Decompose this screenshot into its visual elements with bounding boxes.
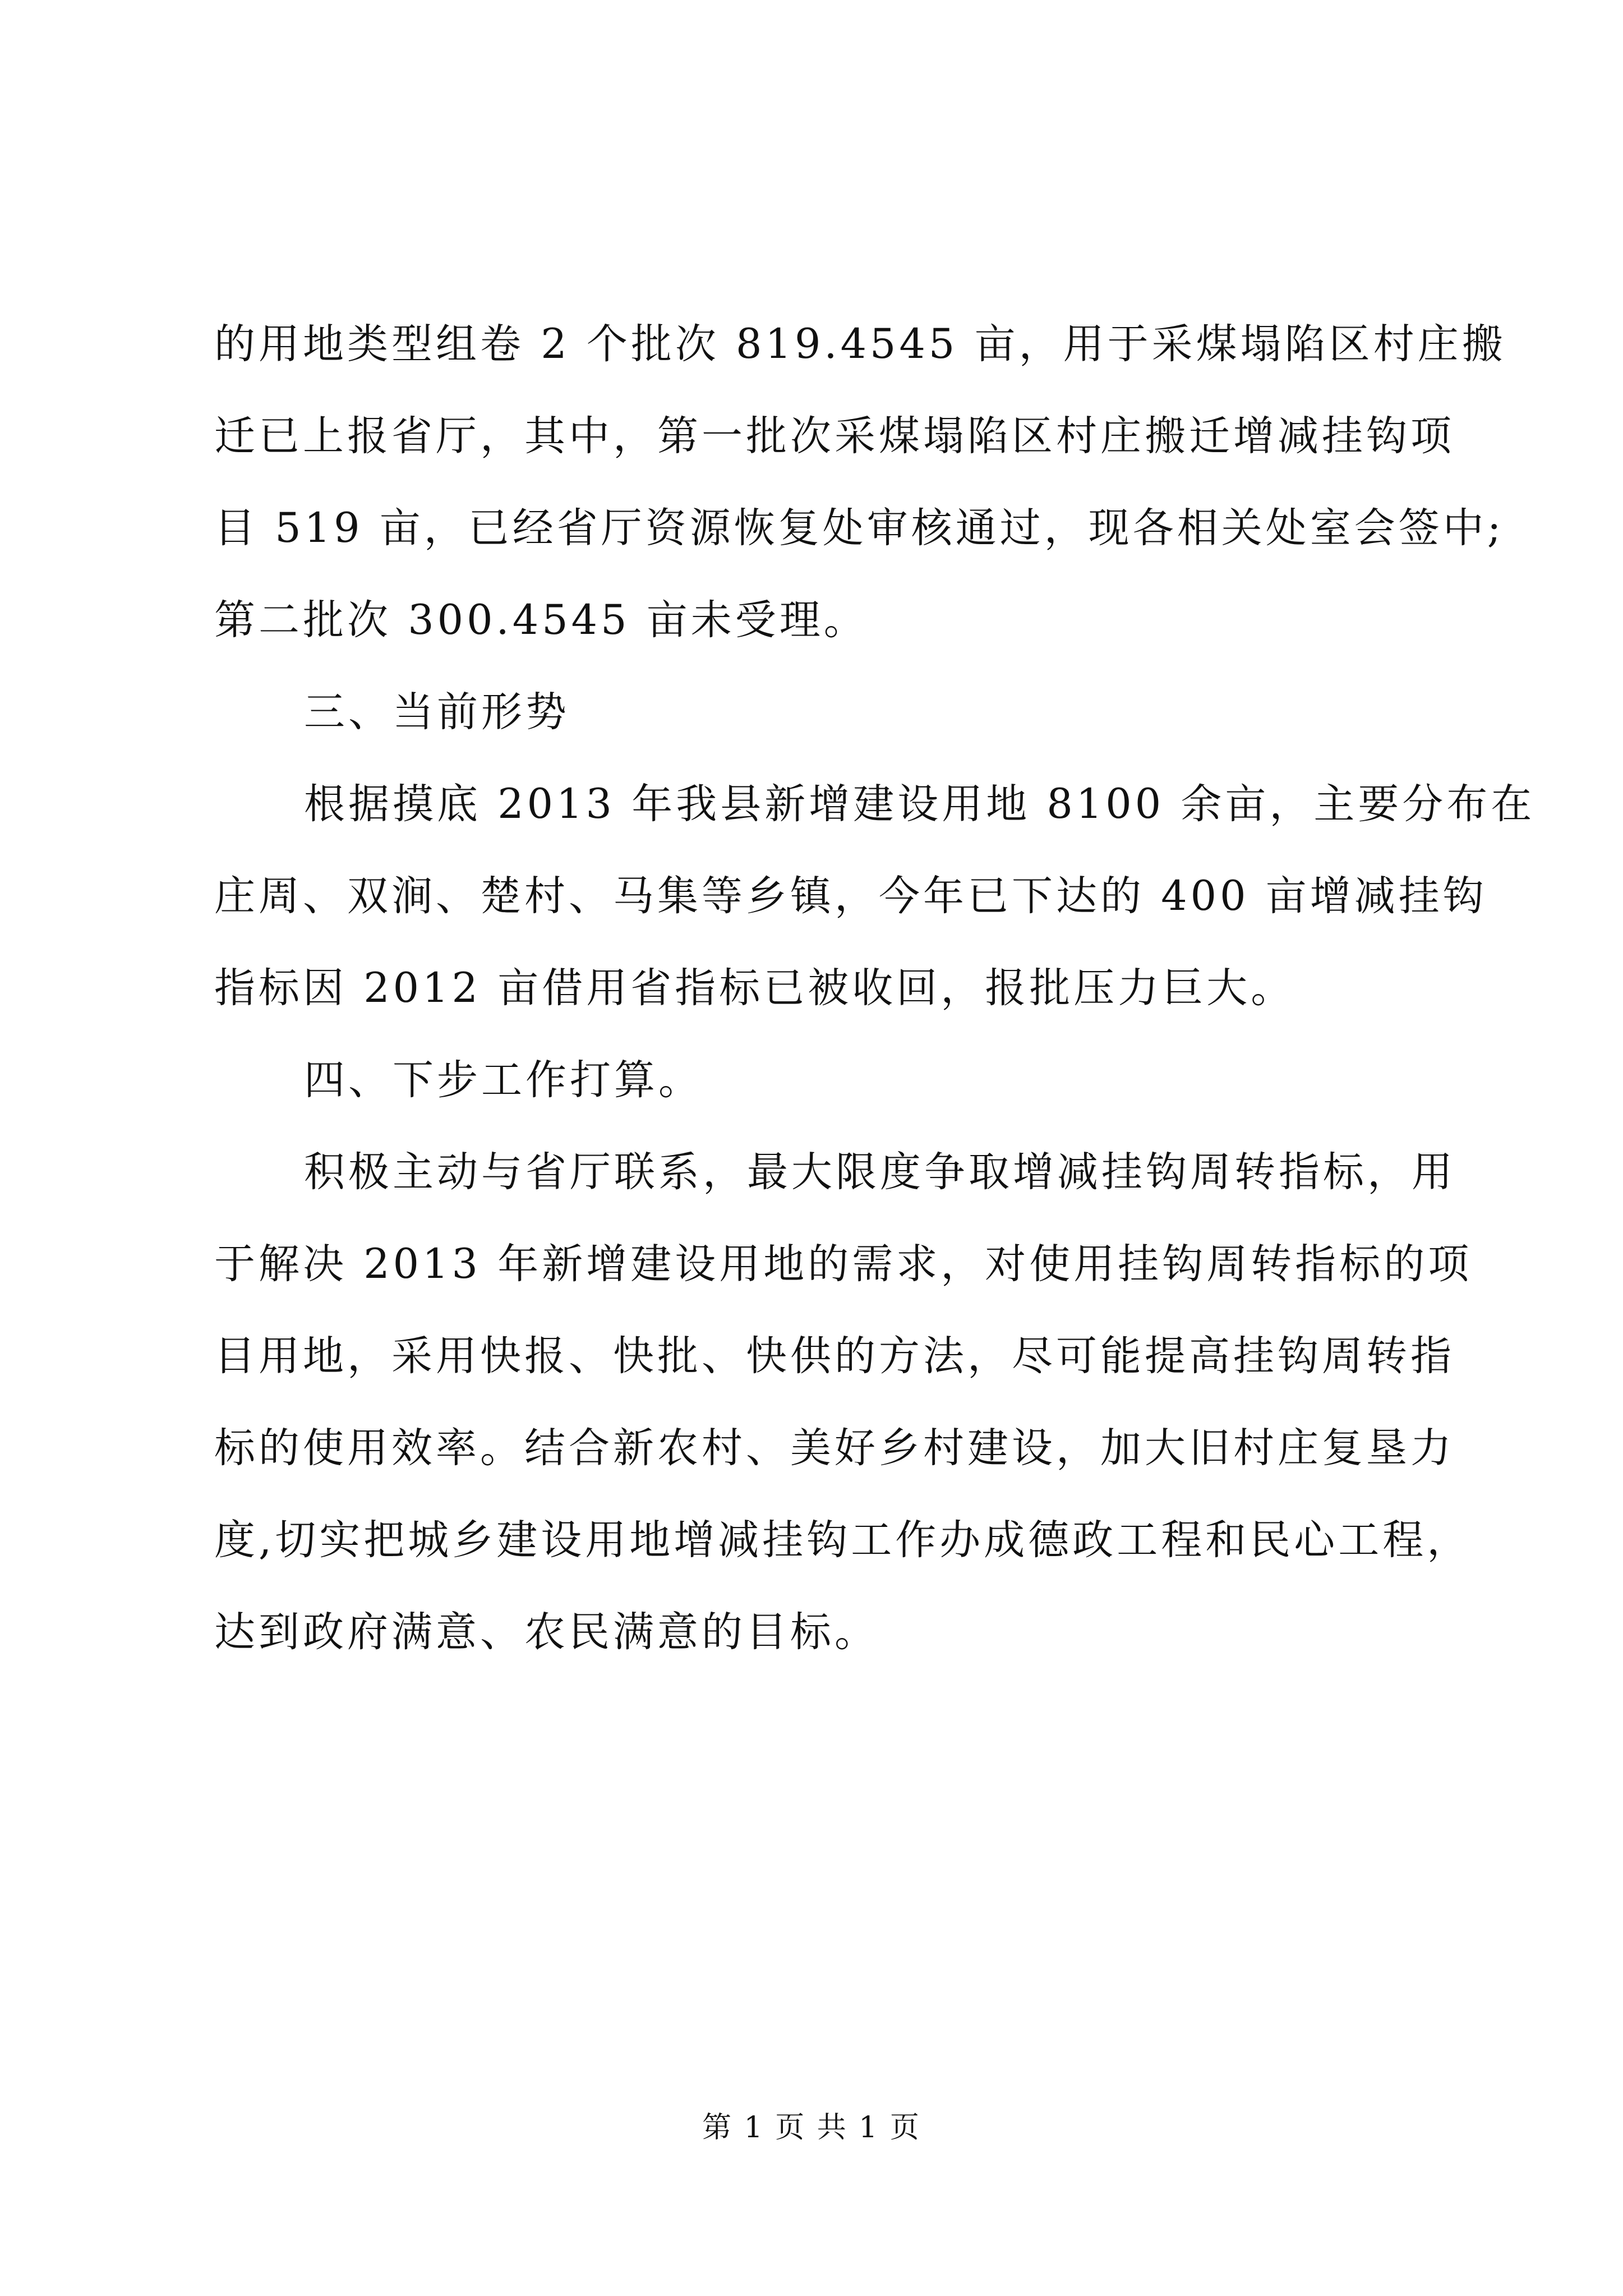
section-heading: 四、下步工作打算。	[304, 1056, 703, 1104]
paragraph-line: 于解决 2013 年新增建设用地的需求，对使用挂钩周转指标的项	[214, 1240, 1473, 1288]
paragraph-line: 指标因 2012 亩借用省指标已被收回，报批压力巨大。	[214, 964, 1295, 1012]
paragraph-line: 度,切实把城乡建设用地增减挂钩工作办成德政工程和民心工程，	[214, 1516, 1472, 1564]
paragraph-line: 迁已上报省厅，其中，第一批次采煤塌陷区村庄搬迁增减挂钩项	[214, 412, 1455, 460]
paragraph-line: 达到政府满意、农民满意的目标。	[214, 1608, 879, 1656]
paragraph-line: 目用地，采用快报、快批、快供的方法，尽可能提高挂钩周转指	[214, 1332, 1455, 1380]
paragraph-line: 的用地类型组卷 2 个批次 819.4545 亩，用于采煤塌陷区村庄搬	[214, 320, 1506, 368]
section-heading: 三、当前形势	[304, 688, 570, 736]
paragraph-line: 庄周、双涧、楚村、马集等乡镇，今年已下达的 400 亩增减挂钩	[214, 872, 1487, 920]
paragraph-line: 根据摸底 2013 年我县新增建设用地 8100 余亩，主要分布在	[304, 780, 1536, 828]
paragraph-line: 积极主动与省厅联系，最大限度争取增减挂钩周转指标，用	[304, 1148, 1456, 1196]
page-number-footer: 第 1 页 共 1 页	[702, 2111, 921, 2145]
paragraph-line: 标的使用效率。结合新农村、美好乡村建设，加大旧村庄复垦力	[214, 1424, 1455, 1472]
paragraph-line: 目 519 亩，已经省厅资源恢复处审核通过，现各相关处室会签中;	[214, 504, 1505, 552]
paragraph-line: 第二批次 300.4545 亩未受理。	[214, 596, 868, 644]
document-body	[214, 298, 1536, 1678]
